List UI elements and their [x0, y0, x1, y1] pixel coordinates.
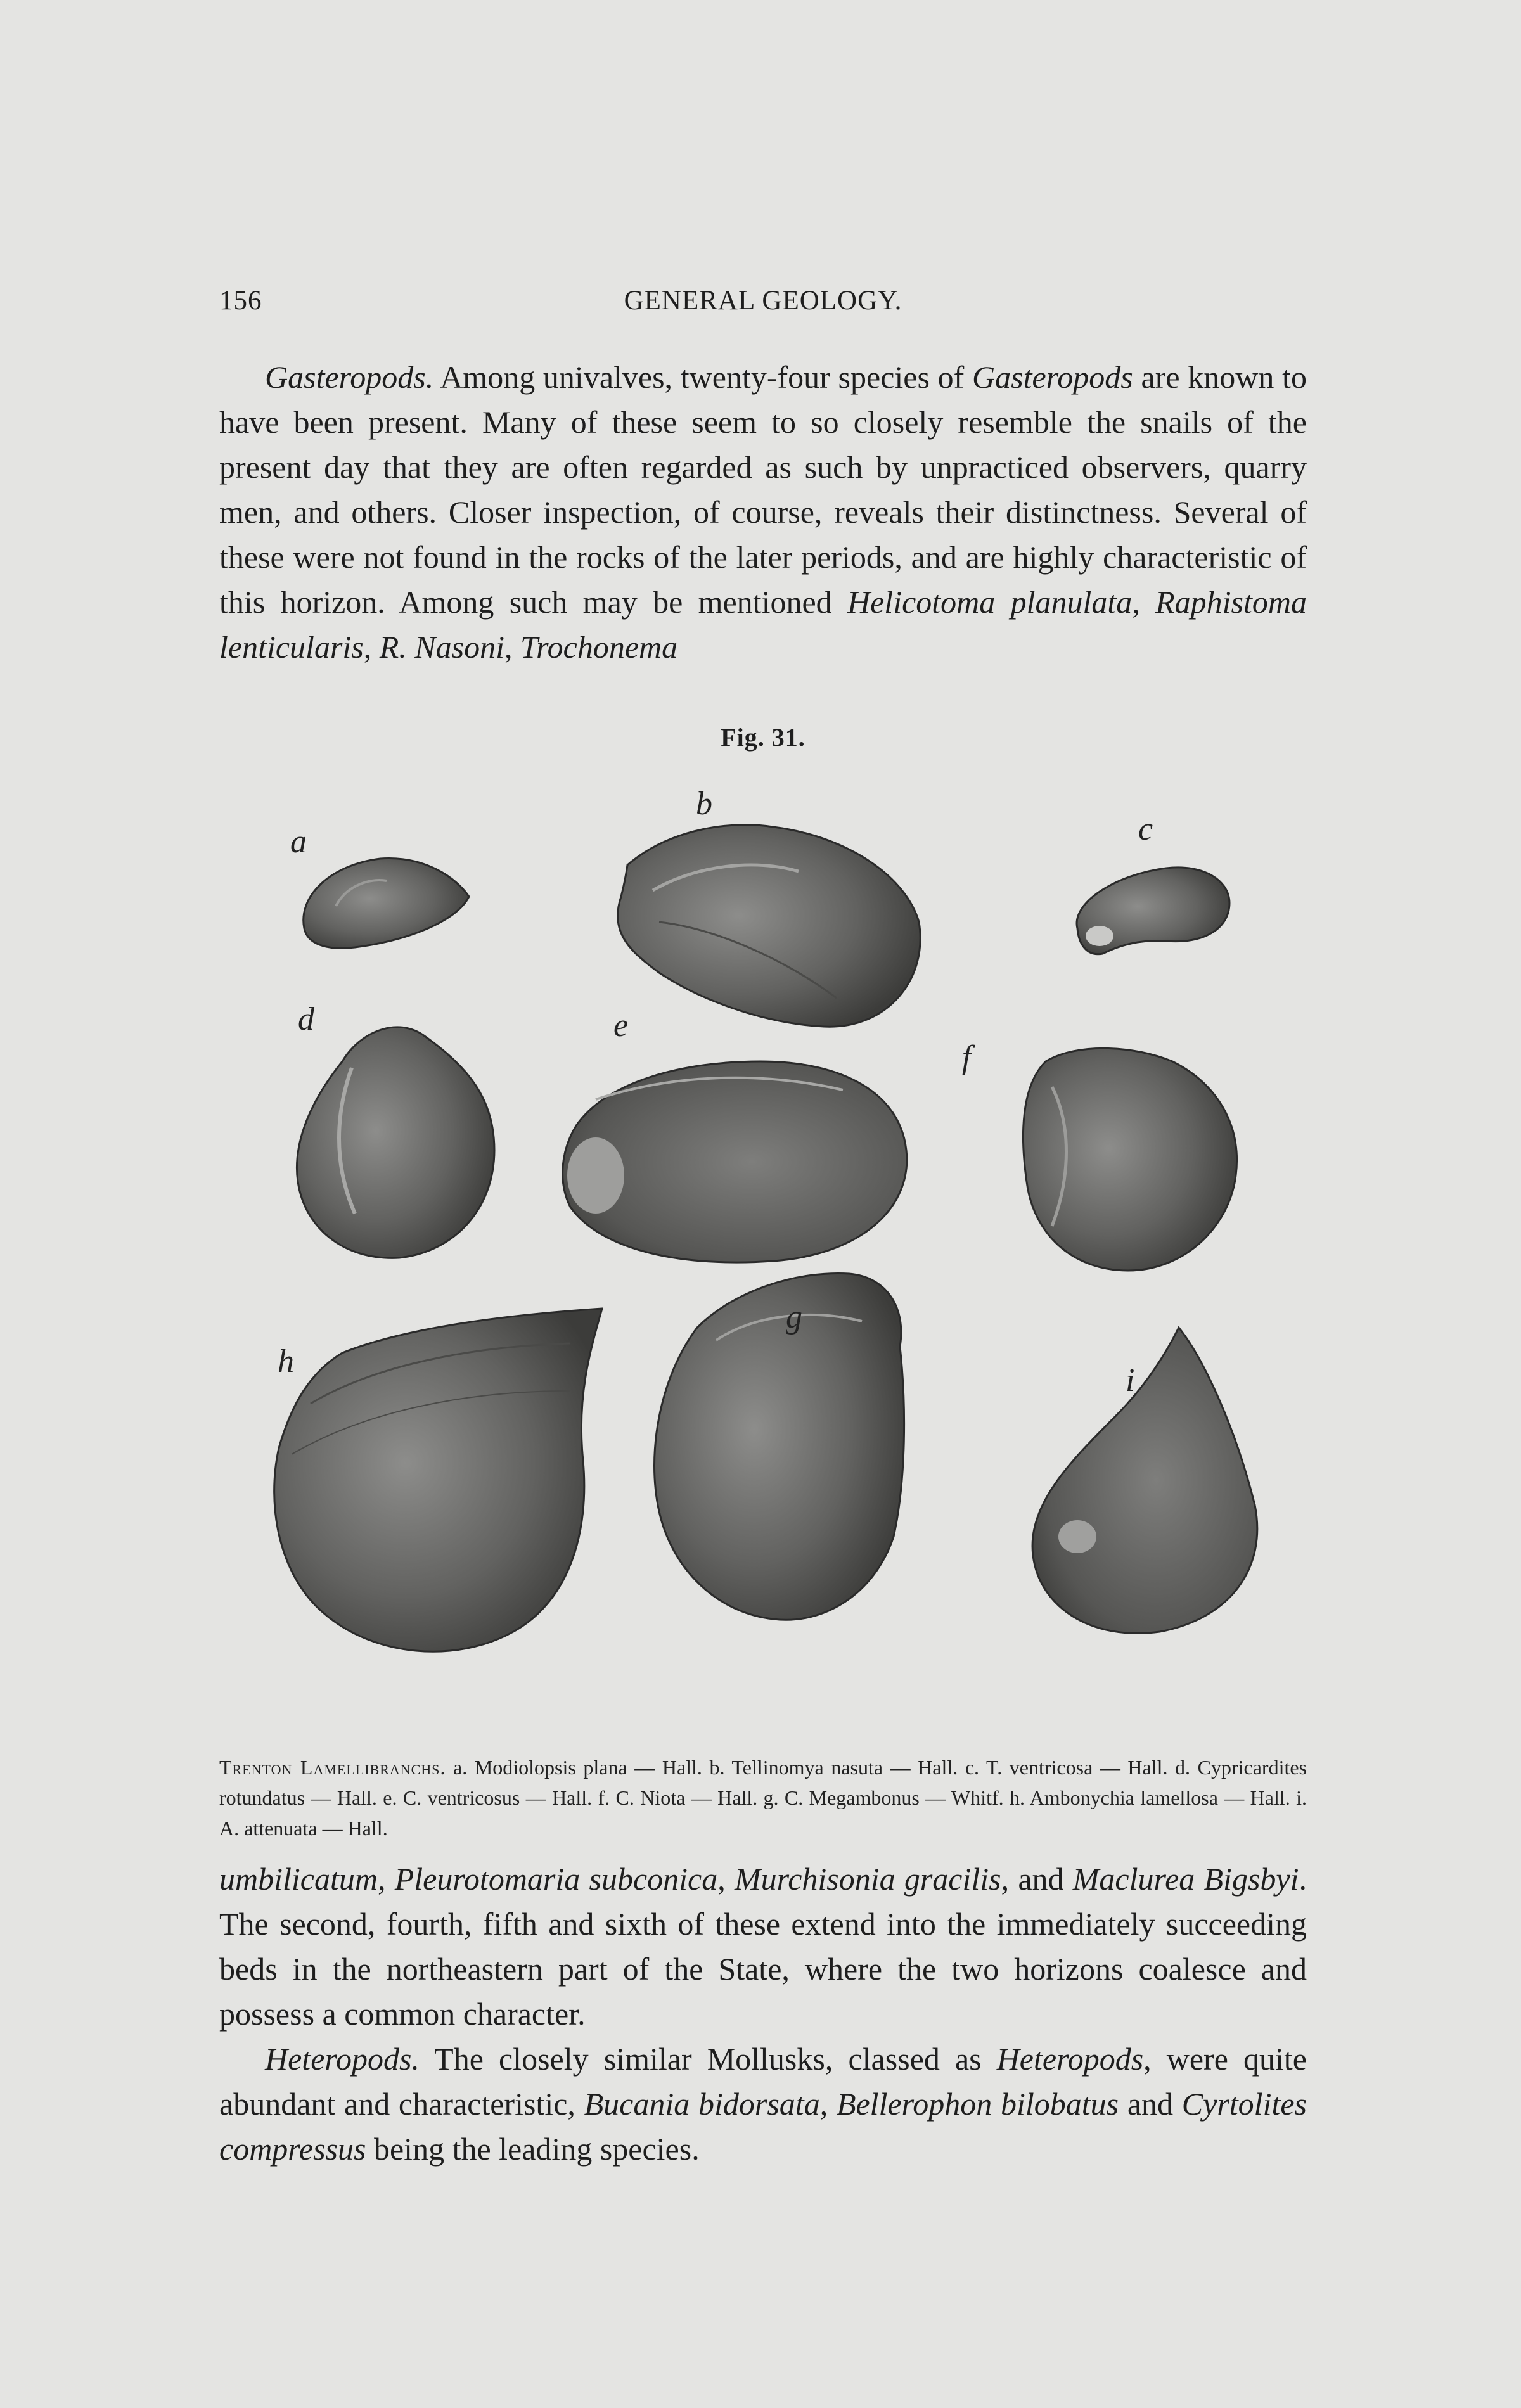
separator: , and: [1001, 1861, 1073, 1897]
shell-illustrations: [215, 770, 1318, 1746]
caption-text: a. Modiolopsis plana — Hall. b. Tellinomya nasuta — Hall. c. T. ventricosa — Hall. d. Cypricardites rotundatus — Hall. e. C. ventricosus — Hall. f. C. Niota — Hall. g. C. Megambonus — Whitf. h. Ambonychia lamellosa — Hall. i. A. attenuata — Hall.: [219, 1756, 1307, 1840]
body-text: are known to have been present. Many of these seem to so closely resemble the snails of the present day that they are often regarded as such by unpracticed observers, quarry men, and others. Closer inspection, of course, reveals their distinctness. Several of these were not found in the rocks of the later periods, and are highly characteristic of this horizon. Among such may be mentioned: [219, 359, 1307, 620]
shell-c-ventricosa: [1077, 868, 1229, 954]
term-heteropods: Heteropods: [996, 2041, 1144, 2077]
separator: ,: [819, 2086, 837, 2122]
separator: ,: [1132, 584, 1156, 620]
body-text: , were quite abundant and characteristic,: [219, 2041, 1307, 2122]
page-number: 156: [219, 286, 262, 316]
species-name: Bellerophon bilobatus: [836, 2086, 1119, 2122]
species-name: Trochonema: [520, 629, 678, 665]
page-header: [219, 285, 1307, 323]
separator: ,: [717, 1861, 735, 1897]
figure-plate: [215, 770, 1318, 1746]
figure-letter-b: b: [696, 786, 712, 822]
species-name: Bucania bidorsata: [584, 2086, 820, 2122]
body-text: and: [1119, 2086, 1182, 2122]
shell-e-ventricosus: [563, 1061, 907, 1262]
shell-d-cypricardites: [297, 1027, 494, 1258]
shell-f-niota: [1023, 1048, 1236, 1271]
figure-letter-a: a: [290, 824, 307, 860]
species-name: R. Nasoni: [379, 629, 505, 665]
body-text: being the leading species.: [366, 2131, 700, 2167]
running-head: GENERAL GEOLOGY.: [624, 286, 902, 316]
shell-h-ambonychia: [274, 1309, 602, 1651]
paragraph-heteropods: [219, 2037, 1307, 2172]
figure-letter-d: d: [298, 1001, 314, 1037]
body-text-top: [219, 355, 1307, 722]
caption-heading: Trenton Lamellibranchs.: [219, 1756, 446, 1779]
species-name: Maclurea Bigsbyi: [1072, 1861, 1299, 1897]
species-name: Cyrtolites compressus: [219, 2086, 1307, 2167]
shell-i-attenuata: [1032, 1328, 1257, 1633]
body-text: Among univalves, twenty-four species of: [433, 359, 973, 395]
body-text: . The second, fourth, fifth and sixth of these extend into the immediately succeeding beds in the northeastern part of the State, where the two horizons coalesce and possess a common character.: [219, 1861, 1307, 2032]
figure-letter-f: f: [962, 1039, 972, 1075]
body-text-bottom: [219, 1857, 1307, 2212]
figure-letter-e: e: [613, 1008, 629, 1044]
separator: ,: [504, 629, 521, 665]
shell-g-megambonus: [655, 1273, 904, 1620]
term-gasteropods: Gasteropods: [972, 359, 1133, 395]
body-text: The closely similar Mollusks, classed as: [419, 2041, 997, 2077]
section-heading-heteropods: Heteropods.: [265, 2041, 420, 2077]
section-heading-gasteropods: Gasteropods.: [265, 359, 434, 395]
separator: ,: [377, 1861, 395, 1897]
figure-letter-c: c: [1138, 811, 1153, 847]
figure-letter-g: g: [786, 1299, 802, 1335]
figure-caption: [219, 1752, 1307, 1843]
figure-letter-i: i: [1126, 1362, 1135, 1399]
species-name: Pleurotomaria subconica: [394, 1861, 718, 1897]
species-name: Raphistoma lenticularis: [219, 584, 1307, 665]
paragraph-gasteropods: [219, 355, 1307, 670]
separator: ,: [363, 629, 380, 665]
paragraph-continued: [219, 1857, 1307, 2037]
figure-title: Fig. 31.: [721, 723, 805, 752]
shell-b-tellinomya: [618, 825, 920, 1027]
figure-letter-h: h: [278, 1343, 294, 1380]
species-name: umbilicatum: [219, 1861, 378, 1897]
species-name: Helicotoma planulata: [847, 584, 1133, 620]
species-name: Murchisonia gracilis: [734, 1861, 1001, 1897]
shell-a-modiolopsis: [304, 859, 469, 949]
